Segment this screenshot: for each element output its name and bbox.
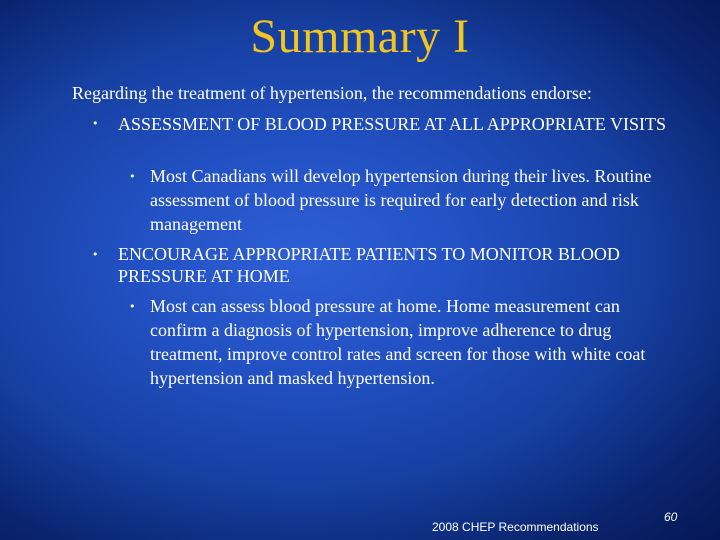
- page-number: 60: [664, 510, 678, 524]
- slide-footer: 2008 CHEP Recommendations: [432, 520, 599, 534]
- intro-text: Regarding the treatment of hypertension, the recommendations endorse:: [72, 83, 592, 103]
- recommendation-detail-assessment: Most Canadians will develop hypertension during their lives. Routine assessment of blood pressure is required for early detection and risk management: [150, 166, 652, 234]
- recommendation-heading-home-monitoring: ENCOURAGE APPROPRIATE PATIENTS TO MONITOR BLOOD PRESSURE AT HOME: [118, 244, 620, 286]
- bullet-icon: •: [92, 248, 99, 261]
- bullet-icon: •: [129, 170, 136, 183]
- bullet-icon: •: [129, 300, 136, 313]
- slide-title: Summary I: [250, 10, 470, 63]
- recommendation-heading-assessment: ASSESSMENT OF BLOOD PRESSURE AT ALL APPROPRIATE VISITS: [118, 114, 666, 134]
- bullet-icon: •: [92, 117, 99, 130]
- recommendation-detail-home-monitoring: Most can assess blood pressure at home. Home measurement can confirm a diagnosis of hypertension, improve adherence to drug treatment, improve control rates and screen for those with white coat hypertension and masked hypertension.: [150, 296, 646, 388]
